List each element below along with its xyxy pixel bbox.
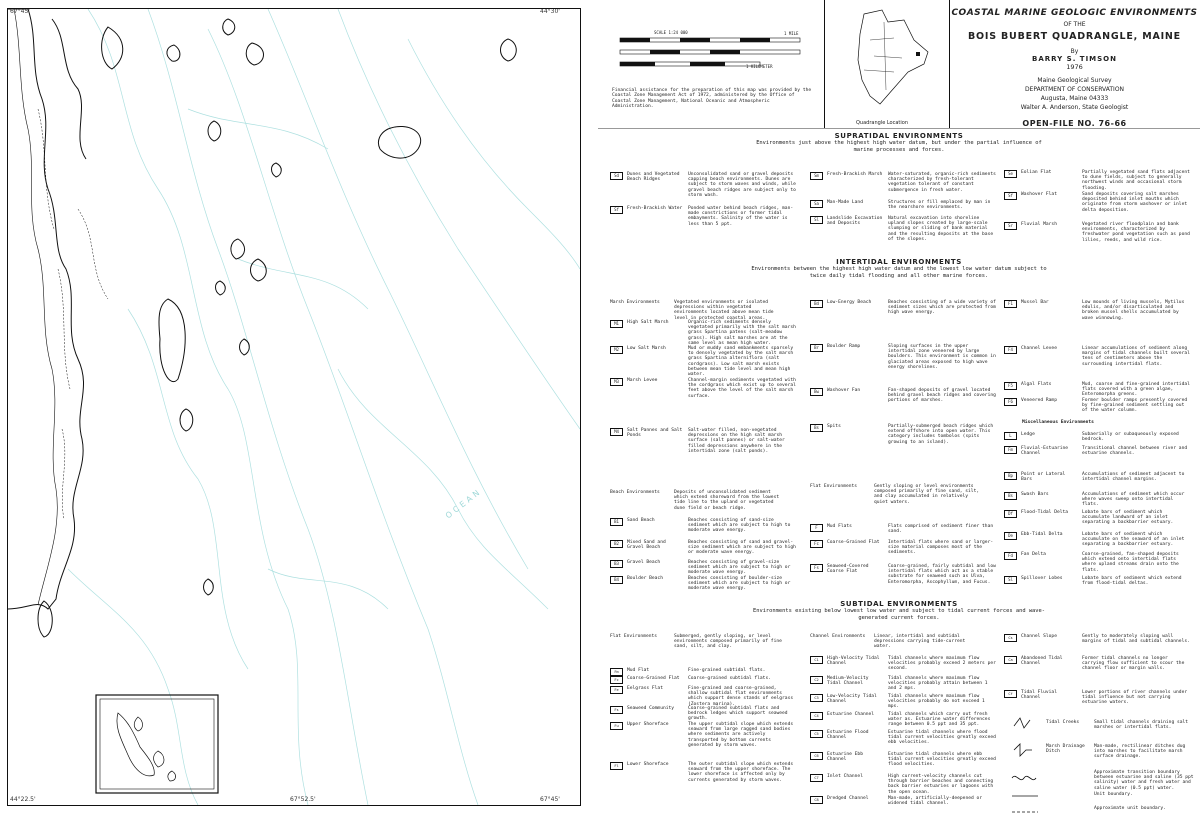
coord-label: 67°45' <box>540 796 560 803</box>
intertidal-section <box>598 258 1200 279</box>
section-title: INTERTIDAL ENVIRONMENTS <box>836 258 962 266</box>
section-description: Environments between the highest high water datum and the lowest low water datum subject to twice daily tidal flooding and all other marine forces. <box>751 266 1047 279</box>
section-description: Environments existing below lowest low water and subject to tidal current forces and wave-generated current forces. <box>752 608 1046 621</box>
section-description: Environments just above the highest high water datum, but under the partial influence of marine processes and forces. <box>756 140 1042 153</box>
supratidal-section <box>598 132 1200 153</box>
map-title: COASTAL MARINE GEOLOGIC ENVIRONMENTS <box>951 8 1198 18</box>
legend-panel: SCALE 1:24 000 1 MILE 1 KILOMETER Financial assistance for the preparation of this map was provided by the Coastal Zone Management Act of 1972, administered by the Office of Coastal Zone Management, National Oceanic and Atmospheric Administration. Quadrangle Location COASTAL MARINE GEOLOGIC ENVIRONMENTS OF THE BOIS BUBERT QUADRANGLE, MAINE By BARRY S. TIMSON 1976 Maine Geological Survey DEPARTMENT OF CONSERVATION Augusta, Maine 04333 Walter A. Anderson, State Geologist OPEN-FILE NO. 76-66 SUPRATIDAL ENVIRONMENTS Environments just above the highest high water datum, but under the partial influence of marine processes and forces. Sd Dunes and Vegetated Beach Ridges Unconsolidated sand or gravel deposits capping beach environments. Dunes are subject to storm waves and winds, while gravel beach ridges are subject only to storm wash. Sf Fresh-Brackish Water Ponded water behind beach ridges, man-made constrictions or former tidal embayments. Salinity of the water is less than 5 ppt. Sm Fresh-Brackish Marsh Water-saturated, organic-rich sediments characterized by fresh-tolerant vegetation tolerant of constant submergence in fresh water. Sa Man-Made Land Structures or fill emplaced by man in the nearshore environments. Sl Landslide Excavation and Deposits Natural excavation into shoreline upland slopes created by large-scale slumping or sliding of bank material and the resulting deposits at the base of the slopes. Se Eolian Flat Partially vegetated sand flats adjacent to dune fields, subject to generally northwest winds and occasional storm flooding. Sf Washover Flat Sand deposits covering salt marshes deposited behind inlet mouths which originate from storm washover or inlet delta deposition. Sr Fluvial Marsh Vegetated river floodplain and bank environments, characterized by freshwater pond vegetation such as pond lilies, reeds, and wild rice. INTERTIDAL ENVIRONMENTS Environments between the highest high water datum and the lowest low water datum subject to twice daily tidal flooding and all other marine forces. Marsh Environments Vegetated environments or isolated depressions within vegetated environments located above mean tide level in protected coastal areas. M1 High Salt Marsh Organic-rich sediments densely vegetated primarily with the salt marsh grass Spartina patens (salt-meadow grass). High salt marshes are at the same level as mean high water. M2 Low Salt Marsh Mud or muddy sand embankments sparsely to densely vegetated by the salt marsh grass Spartina alterniflora (salt cordgrass). Low salt marsh exists between mean tide level and mean high water. M3 Marsh Levee Channel-margin sediments vegetated with the cordgrass which exist up to several feet above the level of the salt marsh surface. M4 Salt Pannes and Salt Ponds Salt-water filled, non-vegetated depressions on the high salt marsh surface (salt pannes) or salt-water filled depressions anywhere in the intertidal zone (salt ponds). Bd Low-Energy Beach Beaches consisting of a wide variety of sediment sizes which are protected from high wave energy. Br Boulder Ramp Sloping surfaces in the upper intertidal zone veneered by large boulders. This environment is common in glaciated areas exposed to high wave energy shorelines. Bw Washover Fan Fan-shaped deposits of gravel located behind gravel beach ridges and covering portions of marshes. Bs Spits Partially-submerged beach ridges which extend offshore into open water. This category includes tombolos (spits growing to an island). F1 Mussel Bar Low mounds of living mussels, Mytilus edulis, and/or disarticulated and broken mussel shells accumulated by wave winnowing. F4 Channel Levee Linear accumulations of sediment along margins of tidal channels built several tens of centimeters above the surrounding intertidal flats. F5 Algal Flats Mud, coarse and fine-grained intertidal flats covered with a green algae, Enteromorpha greens. F6 Veneered Ramp Former boulder ramps presently covered by fine-grained sediment settling out of the water column. Miscellaneous Environments L Ledge Subaerially or subaqueously exposed bedrock. Fm Fluvial-Estuarine Channel Transitional channel between river and estuarine channels. Bp Point or Lateral Bars Accumulations of sediment adjacent to intertidal channel margins. Bs Swash Bars Accumulations of sediment which occur where waves sweep onto intertidal flats. Df Flood-Tidal Delta Lobate bars of sediment which accumulate landward of an inlet separating a backbarrier estuary. De Ebb-Tidal Delta Lobate bars of sediment which accumulate on the seaward of an inlet separating a backbarrier estuary. Fd Fan Delta Coarse-grained, fan-shaped deposits which extend onto intertidal flats where upland streams drain onto the flats. Sl Spillover Lobes Lobate bars of sediment which extend from flood-tidal deltas. Beach Environments Deposits of unconsolidated sediment which extend shoreward from the lowest tide line to the upland or vegetated dune field or beach ridge. B1 Sand Beach Beaches consisting of sand-size sediment which are subject to high to moderate wave energy. B2 Mixed Sand and Gravel Beach Beaches consisting of sand and gravel-size sediment which are subject to high or moderate wave energy. B3 Gravel Beach Beaches consisting of gravel-size sediment which are subject to high or moderate wave energy. B4 Boulder Beach Beaches consisting of boulder-size sediment which are subject to high or moderate wave energy. Flat Environments Gently sloping or level environments composed primarily of fine sand, silt, and clay accumulated in relatively quiet waters. F Mud Flats Flats comprised of sediment finer than sand. Fc Coarse-Grained Flat Intertidal flats where sand or larger-size material composes most of the sediments. Fs Seaweed-Covered Coarse Flat Coarse-grained, fairly subtidal and low intertidal flats which act as a stable substrate for seaweed such as Ulva, Enteromorpha, Ascophyllum, and Fucus. SUBTIDAL ENVIRONMENTS Environments existing below lowest low water and subject to tidal current forces and wave-generated current forces. Flat Environments Submerged, gently sloping, or level environments composed primarily of fine sand, silt, and clay. Fm Mud Flat Fine-grained subtidal flats. Fc Coarse-Grained Flat Coarse-grained subtidal flats. Fe Eelgrass Flat Fine-grained and coarse-grained, shallow subtidal flat environments which support dense stands of eelgrass (Zostera marina). Fs Seaweed Community Coarse-grained subtidal flats and bedrock ledges which support seaweed growth. Fu Upper Shoreface The upper subtidal slope which extends seaward from large ragged sand bodies where sediments are actively transported by bottom currents generated by storm waves. Fl Lower Shoreface The outer subtidal slope which extends seaward from the upper shoreface. The lower shoreface is affected only by currents generated by storm waves. Channel Environments Linear, intertidal and subtidal depressions carrying tide-current water. C1 High-Velocity Tidal Channel Tidal channels where maximum flow velocities probably exceed 2 meters per second. C2 Medium-Velocity Tidal Channel Tidal channels where maximum flow velocities probably attain between 1 and 2 mps. C3 Low-Velocity Tidal Channel Tidal channels where maximum flow velocities probably do not exceed 1 mps. C4 Estuarine Channel Tidal channels which carry out fresh water as. Estuarine water differences range between 0.5 ppt and 35 ppt. C5 Estuarine Flood Channel Estuarine tidal channels where flood tidal current velocities greatly exceed ebb velocities. C6 Estuarine Ebb Channel Estuarine tidal channels where ebb tidal current velocities greatly exceed flood velocities. C7 Inlet Channel High current-velocity channels cut through barrier beaches and connecting back barrier estuaries or lagoons with the open ocean. C8 Dredged Channel Man-made, artificially-deepened or widened tidal channel. Cs Channel Slope Gently to moderately sloping wall margins of tidal and subtidal channels. Ca Abandoned Tidal Channel Former tidal channels no longer carrying flow sufficient to scour the channel floor or margin walls. Cf Tidal Fluvial Channel Lower portions of river channels under tidal influence but not carrying estuarine waters. Tidal Creeks Small tidal channels draining salt marshes or intertidal flats. Marsh Drainage Ditch Man-made, rectilinear ditches dug into marshes to facilitate marsh surface drainage. Approximate transition boundary between estuarine and saline (35 ppt salinity) water and fresh water and saline water (0.5 ppt) water. Unit boundary. Approximate unit boundary. <box>598 0 1200 815</box>
km-label: 1 KILOMETER <box>746 64 773 69</box>
department: DEPARTMENT OF CONSERVATION <box>1024 86 1125 93</box>
ocean-label: OCEAN <box>443 486 484 521</box>
subtidal-section <box>598 600 1200 621</box>
title-of-the: OF THE <box>1063 21 1086 28</box>
line-symbols <box>1010 716 1040 826</box>
inset-islands <box>117 713 176 781</box>
quadrangle-map <box>8 9 580 805</box>
scale-label: SCALE 1:24 000 <box>654 30 688 35</box>
section-title: SUBTIDAL ENVIRONMENTS <box>840 600 958 608</box>
title-block <box>949 0 1200 128</box>
quadrangle-location-label: Quadrangle Location <box>856 120 909 126</box>
quadrangle-name: BOIS BUBERT QUADRANGLE, MAINE <box>968 31 1181 42</box>
survey: Maine Geological Survey <box>1037 77 1112 84</box>
maine-outline-map <box>824 0 949 118</box>
map-pane[interactable] <box>7 8 581 806</box>
inset-frame <box>96 695 218 793</box>
coord-label: 67°45' <box>10 8 30 15</box>
mile-label: 1 MILE <box>784 31 799 36</box>
coord-label: 44°22.5' <box>10 796 36 803</box>
unit-boundaries <box>38 109 108 519</box>
coastline <box>8 9 516 637</box>
scale-box <box>598 0 825 128</box>
year: 1976 <box>1066 63 1083 71</box>
divider <box>598 128 1200 129</box>
location-box <box>824 0 950 128</box>
coord-label: 44°30' <box>540 8 560 15</box>
acknowledgement: Financial assistance for the preparation of this map was provided by the Coastal Zone Management Act of 1972, administered by the Office of Coastal Zone Management, National Oceanic and Atmospheric Administration. <box>612 88 812 110</box>
state-geologist: Walter A. Anderson, State Geologist <box>1020 104 1129 111</box>
author: BARRY S. TIMSON <box>1032 55 1117 63</box>
section-title: SUPRATIDAL ENVIRONMENTS <box>834 132 964 140</box>
open-file-number: OPEN-FILE NO. 76-66 <box>1022 119 1127 128</box>
coord-label: 67°52.5' <box>290 796 316 803</box>
header <box>598 0 1200 129</box>
city: Augusta, Maine 04333 <box>1040 95 1109 102</box>
scale-bar <box>610 36 810 76</box>
bathymetric-contours <box>68 9 580 805</box>
by-label: By <box>1070 48 1079 55</box>
